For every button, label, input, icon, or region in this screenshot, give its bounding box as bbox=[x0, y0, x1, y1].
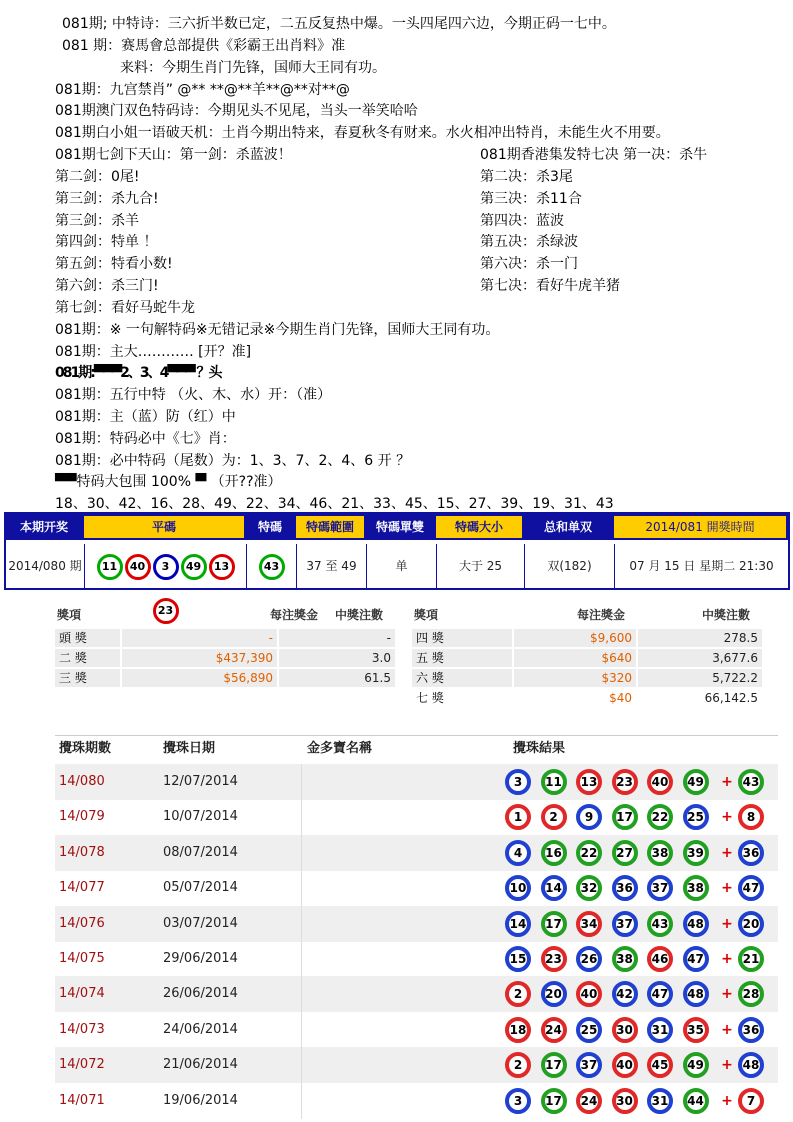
prediction-line: 081期; 中特诗：三六折半数已定，二五反复热中爆。一头四尾四六边，今期正码一七中。 bbox=[62, 16, 616, 32]
result-date: 21/06/2014 bbox=[163, 1057, 238, 1073]
result-period: 14/076 bbox=[59, 915, 105, 931]
result-ball: 14 bbox=[505, 911, 531, 937]
header-special-number: 特碼 bbox=[257, 520, 282, 534]
prize-name: 頭 獎 bbox=[55, 629, 120, 647]
result-divider bbox=[301, 941, 302, 977]
prize-table-right bbox=[412, 605, 762, 715]
result-date: 12/07/2014 bbox=[163, 774, 238, 789]
result-ball: 24 bbox=[576, 1088, 602, 1114]
result-divider bbox=[301, 799, 302, 835]
plus-icon: + bbox=[721, 880, 733, 897]
result-special-ball: 8 bbox=[738, 804, 764, 830]
result-period: 14/077 bbox=[59, 880, 105, 896]
result-ball: 46 bbox=[647, 946, 673, 972]
prize-header-count: 中獎注數 bbox=[702, 608, 751, 622]
prediction-line: 第二决：杀3尾 bbox=[480, 169, 573, 185]
prediction-line: 081期七剑下天山：第一剑：杀蓝波！ bbox=[55, 147, 292, 163]
result-row bbox=[55, 976, 778, 1012]
plus-icon: + bbox=[721, 1057, 733, 1074]
result-ball: 2 bbox=[505, 1052, 531, 1078]
prediction-line: 081期香港集发特七决 第一决：杀牛 bbox=[480, 147, 708, 163]
result-ball: 40 bbox=[576, 981, 602, 1007]
result-ball: 37 bbox=[576, 1052, 602, 1078]
result-ball: 22 bbox=[576, 840, 602, 866]
prediction-line: 第二剑：0尾! bbox=[55, 169, 140, 185]
prize-count: 3,677.6 bbox=[638, 649, 762, 667]
prediction-line: 第六剑：杀三门! bbox=[55, 278, 159, 294]
prediction-line: 第六决：杀一门 bbox=[480, 256, 578, 272]
result-period: 14/074 bbox=[59, 986, 105, 1002]
prediction-line: 第七决：看好牛虎羊猪 bbox=[480, 278, 620, 294]
result-row bbox=[55, 941, 778, 977]
prediction-line: 081期：主（蓝）防（红）中 bbox=[55, 409, 236, 425]
header-special-size: 特碼大小 bbox=[436, 516, 522, 538]
prize-amount: $9,600 bbox=[514, 629, 636, 647]
result-period: 14/080 bbox=[59, 774, 105, 789]
prediction-line: 第七剑：看好马蛇牛龙 bbox=[55, 300, 195, 316]
result-date: 10/07/2014 bbox=[163, 809, 238, 825]
prediction-line: 第五剑：特看小数! bbox=[55, 256, 173, 272]
result-ball: 37 bbox=[612, 911, 638, 937]
prize-header-amount: 每注獎金 bbox=[270, 608, 319, 622]
prediction-line: 081期澳门双色特码诗：今期见头不见尾，当头一举笑哈哈 bbox=[55, 103, 418, 119]
result-ball: 37 bbox=[647, 875, 673, 901]
result-row bbox=[55, 764, 778, 800]
draw-odd-even: 单 bbox=[366, 544, 436, 588]
result-row bbox=[55, 870, 778, 906]
header-special-odd-even: 特碼單雙 bbox=[375, 520, 424, 534]
draw-ball: 3 bbox=[153, 554, 179, 580]
prediction-line: 081期：九宫禁肖” @** **@**羊**@**对**@ bbox=[55, 82, 350, 98]
draw-time: 07 月 15 日 星期二 21:30 bbox=[614, 544, 788, 588]
result-ball: 22 bbox=[647, 804, 673, 830]
prize-header-count: 中獎注數 bbox=[335, 608, 384, 622]
result-ball: 1 bbox=[505, 804, 531, 830]
result-ball: 30 bbox=[612, 1088, 638, 1114]
results-header-date: 攪珠日期 bbox=[163, 741, 216, 756]
prediction-line: 081期：主大………… [开？准] bbox=[55, 344, 252, 360]
plus-icon: + bbox=[721, 986, 733, 1003]
result-divider bbox=[301, 906, 302, 942]
prediction-line: 081 期：赛馬會总部提供《彩霸王出肖料》准 bbox=[62, 38, 346, 54]
result-ball: 31 bbox=[647, 1017, 673, 1043]
result-special-ball: 48 bbox=[738, 1052, 764, 1078]
draw-ball: 13 bbox=[209, 554, 235, 580]
draw-ball: 40 bbox=[125, 554, 151, 580]
header-special-range: 特碼範圍 bbox=[296, 516, 364, 538]
result-ball: 17 bbox=[541, 1052, 567, 1078]
prediction-line: 18、30、42、16、28、49、22、34、46、21、33、45、15、27、39、19、31、43 bbox=[55, 496, 614, 512]
result-ball: 34 bbox=[576, 911, 602, 937]
result-ball: 49 bbox=[683, 1052, 709, 1078]
prize-table-left bbox=[55, 605, 395, 695]
result-ball: 2 bbox=[541, 804, 567, 830]
results-header-name: 金多寶名稱 bbox=[307, 741, 373, 756]
prediction-line: 第四剑：特单 ！ bbox=[55, 234, 158, 250]
result-ball: 20 bbox=[541, 981, 567, 1007]
result-divider bbox=[301, 976, 302, 1012]
result-row bbox=[55, 1047, 778, 1083]
result-ball: 31 bbox=[647, 1088, 673, 1114]
prize-count: 278.5 bbox=[638, 629, 762, 647]
result-ball: 47 bbox=[683, 946, 709, 972]
result-ball: 2 bbox=[505, 981, 531, 1007]
result-period: 14/075 bbox=[59, 951, 105, 966]
result-period: 14/079 bbox=[59, 809, 105, 825]
result-period: 14/073 bbox=[59, 1021, 105, 1037]
result-ball: 9 bbox=[576, 804, 602, 830]
draw-period: 2014/080 期 bbox=[8, 559, 82, 573]
prize-name: 六 獎 bbox=[412, 669, 512, 687]
result-date: 29/06/2014 bbox=[163, 951, 238, 966]
result-ball: 25 bbox=[683, 804, 709, 830]
prediction-line: 第三决：杀11合 bbox=[480, 191, 582, 207]
prize-header-amount: 每注獎金 bbox=[577, 608, 626, 622]
result-divider bbox=[301, 870, 302, 906]
result-date: 19/06/2014 bbox=[163, 1092, 238, 1108]
draw-special-ball-number: 43 bbox=[259, 554, 285, 580]
result-special-ball: 36 bbox=[738, 840, 764, 866]
result-ball: 4 bbox=[505, 840, 531, 866]
result-ball: 17 bbox=[612, 804, 638, 830]
prize-name: 四 獎 bbox=[412, 629, 512, 647]
result-divider bbox=[301, 764, 302, 800]
result-divider bbox=[301, 1047, 302, 1083]
plus-icon: + bbox=[721, 1021, 733, 1038]
prediction-line: 081期：特码必中《七》肖： bbox=[55, 431, 236, 447]
result-ball: 11 bbox=[541, 769, 567, 795]
result-ball: 40 bbox=[612, 1052, 638, 1078]
prize-amount: $56,890 bbox=[122, 669, 277, 687]
result-special-ball: 36 bbox=[738, 1017, 764, 1043]
prize-amount: $320 bbox=[514, 669, 636, 687]
prize-name: 五 獎 bbox=[412, 649, 512, 667]
prize-header-item: 獎項 bbox=[57, 608, 82, 622]
result-special-ball: 28 bbox=[738, 981, 764, 1007]
result-ball: 23 bbox=[541, 946, 567, 972]
result-ball: 15 bbox=[505, 946, 531, 972]
prize-name: 二 獎 bbox=[55, 649, 120, 667]
plus-icon: + bbox=[721, 1092, 733, 1109]
result-special-ball: 21 bbox=[738, 946, 764, 972]
result-ball: 17 bbox=[541, 911, 567, 937]
results-header-result: 攪珠結果 bbox=[513, 741, 566, 756]
plus-icon: + bbox=[721, 809, 733, 826]
result-date: 24/06/2014 bbox=[163, 1021, 238, 1037]
prediction-line: 第五决：杀绿波 bbox=[480, 234, 578, 250]
result-ball: 13 bbox=[576, 769, 602, 795]
prediction-line: 081期：※ 一句解特码※无错记录※今期生肖门先锋，国师大王同有功。 bbox=[55, 322, 500, 338]
result-ball: 47 bbox=[647, 981, 673, 1007]
result-special-ball: 43 bbox=[738, 769, 764, 795]
result-ball: 43 bbox=[647, 911, 673, 937]
result-date: 05/07/2014 bbox=[163, 880, 238, 896]
plus-icon: + bbox=[721, 951, 733, 967]
result-row bbox=[55, 835, 778, 871]
draw-size: 大于 25 bbox=[436, 544, 524, 588]
result-row bbox=[55, 1083, 778, 1119]
prize-header-item: 獎項 bbox=[414, 608, 439, 622]
results-header-period: 攪珠期數 bbox=[59, 741, 112, 756]
result-ball: 30 bbox=[612, 1017, 638, 1043]
draw-ball: 11 bbox=[97, 554, 123, 580]
result-ball: 3 bbox=[505, 1088, 531, 1114]
prediction-line: 第四决：蓝波 bbox=[480, 213, 564, 229]
result-ball: 44 bbox=[683, 1088, 709, 1114]
draw-regular-balls bbox=[84, 544, 246, 617]
result-ball: 39 bbox=[683, 840, 709, 866]
result-divider bbox=[301, 835, 302, 871]
result-ball: 3 bbox=[505, 769, 531, 795]
result-ball: 49 bbox=[683, 769, 709, 795]
result-ball: 32 bbox=[576, 875, 602, 901]
header-current-draw: 本期开奖 bbox=[19, 520, 68, 534]
prize-amount: $640 bbox=[514, 649, 636, 667]
result-date: 08/07/2014 bbox=[163, 844, 238, 860]
header-draw-time: 2014/081 開獎時間 bbox=[614, 516, 786, 538]
result-ball: 16 bbox=[541, 840, 567, 866]
result-ball: 42 bbox=[612, 981, 638, 1007]
result-period: 14/071 bbox=[59, 1092, 105, 1108]
result-date: 26/06/2014 bbox=[163, 986, 238, 1002]
result-row bbox=[55, 906, 778, 942]
result-ball: 26 bbox=[576, 946, 602, 972]
result-ball: 27 bbox=[612, 840, 638, 866]
prize-name: 七 獎 bbox=[416, 691, 444, 705]
draw-ball: 23 bbox=[153, 598, 179, 624]
prize-count: 3.0 bbox=[279, 649, 395, 667]
result-ball: 35 bbox=[683, 1017, 709, 1043]
result-ball: 48 bbox=[683, 981, 709, 1007]
result-ball: 48 bbox=[683, 911, 709, 937]
result-ball: 40 bbox=[647, 769, 673, 795]
result-special-ball: 20 bbox=[738, 911, 764, 937]
result-row bbox=[55, 799, 778, 835]
result-period: 14/078 bbox=[59, 844, 105, 860]
result-ball: 25 bbox=[576, 1017, 602, 1043]
prediction-line: 081期白小姐一语破天机：土肖今期出特来，春夏秋冬有财来。水火相冲出特肖，未能生火不用要。 bbox=[55, 125, 670, 141]
result-period: 14/072 bbox=[59, 1057, 105, 1073]
result-ball: 38 bbox=[683, 875, 709, 901]
draw-special-ball bbox=[246, 544, 296, 588]
result-ball: 18 bbox=[505, 1017, 531, 1043]
draw-table-header bbox=[6, 514, 788, 540]
prediction-line: ▀▀特码大包围 100% ▀ （开??准） bbox=[55, 474, 282, 490]
prediction-line: 来料：今期生肖门先锋，国师大王同有功。 bbox=[120, 60, 386, 76]
result-ball: 24 bbox=[541, 1017, 567, 1043]
result-ball: 45 bbox=[647, 1052, 673, 1078]
result-date: 03/07/2014 bbox=[163, 915, 238, 931]
prize-amount: $40 bbox=[609, 691, 632, 705]
prize-count: 61.5 bbox=[279, 669, 395, 687]
result-row bbox=[55, 1012, 778, 1048]
result-divider bbox=[301, 1012, 302, 1048]
result-ball: 38 bbox=[647, 840, 673, 866]
prize-amount: $437,390 bbox=[122, 649, 277, 667]
result-ball: 10 bbox=[505, 875, 531, 901]
prediction-line: 第三剑：杀羊 bbox=[55, 213, 139, 229]
prize-amount: - bbox=[122, 629, 277, 647]
prize-count: - bbox=[279, 629, 395, 647]
draw-sum: 双(182) bbox=[524, 544, 614, 588]
prize-name: 三 獎 bbox=[55, 669, 120, 687]
plus-icon: + bbox=[721, 844, 733, 861]
draw-range: 37 至 49 bbox=[296, 544, 366, 588]
prediction-line: 081期:▀▀▀2、3、4▀▀▀ ？头 bbox=[55, 365, 221, 381]
result-ball: 17 bbox=[541, 1088, 567, 1114]
prediction-line: 081期：五行中特 （火、木、水）开：（准） bbox=[55, 387, 332, 403]
result-ball: 14 bbox=[541, 875, 567, 901]
prediction-line: 081期：必中特码（尾数）为：1、3、7、2、4、6 开 ？ bbox=[55, 453, 411, 469]
result-ball: 38 bbox=[612, 946, 638, 972]
result-special-ball: 47 bbox=[738, 875, 764, 901]
prize-count: 5,722.2 bbox=[638, 669, 762, 687]
result-ball: 36 bbox=[612, 875, 638, 901]
draw-ball: 49 bbox=[181, 554, 207, 580]
header-sum-odd-even: 总和单双 bbox=[543, 520, 592, 534]
plus-icon: + bbox=[721, 774, 733, 790]
plus-icon: + bbox=[721, 915, 733, 932]
prize-count: 66,142.5 bbox=[704, 691, 758, 705]
prediction-line: 第三剑：杀九合! bbox=[55, 191, 159, 207]
result-divider bbox=[301, 1083, 302, 1119]
result-special-ball: 7 bbox=[738, 1088, 764, 1114]
result-ball: 23 bbox=[612, 769, 638, 795]
header-regular-numbers: 平碼 bbox=[84, 516, 244, 538]
